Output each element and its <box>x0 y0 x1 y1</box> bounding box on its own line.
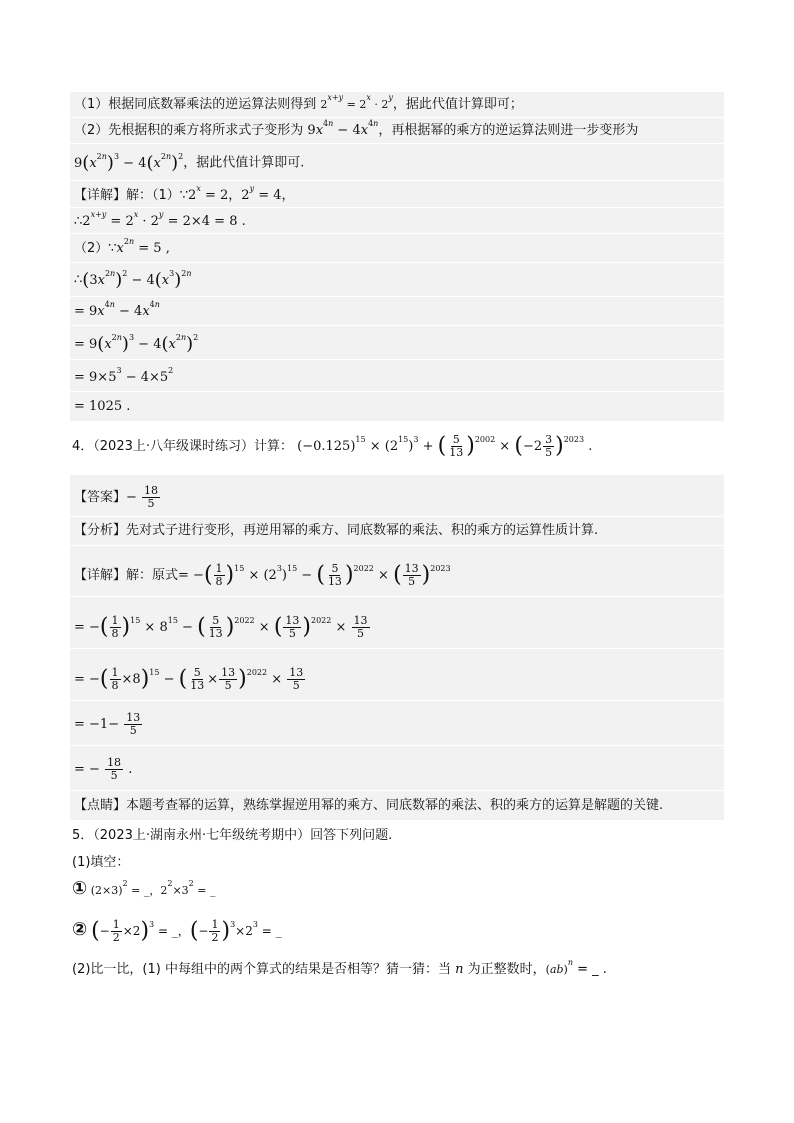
answer-line: 【答案】− $\frac{18}{5}$ <box>74 484 159 510</box>
detail-line-1: 【详解】解：$(1)\because 2^x = 2$，$2^y = 4$， <box>74 184 295 203</box>
detail-line-2: $\therefore 2^{x+y} = 2^x \cdot 2^y = 2\times 4 = 8$ . <box>74 210 246 229</box>
q5-part-1: (1)填空： <box>72 855 130 870</box>
detail-q4-line-1: 【详解】解：原式= −( $\frac{1}{8}$ )$^{15} \times (2^3)^{15}$ − ( $\frac{5}{13}$ )$^{2022}$ × ( $\frac{13}{5}$ )$^{2023}$ <box>74 562 451 588</box>
q5-item-2: ② (− $\frac{1}{2}$ ×2)$^3$ = _，(− $\frac{1}{2}$ )$^3\times 2^3$ = _ <box>72 918 282 944</box>
detail-q4-line-5: = − $\frac{18}{5}$ . <box>74 756 133 782</box>
analysis-line-3: $9(x^{2n})^3 - 4(x^{2n})^2$，据此代值计算即可. <box>74 151 305 173</box>
analysis-line-2: （2）先根据积的乘方将所求式子变形为 $9x^{4n} - 4x^{4n}$，再根据幂的乘方的逆运算法则进一步变形为 <box>74 119 639 138</box>
detail-line-3: $(2)\because x^{2n} = 5$ , <box>74 237 170 256</box>
detail-q4-line-4: = −1− $\frac{13}{5}$ <box>74 711 141 737</box>
analysis-line-1: （1）根据同底数幂乘法的逆运算法则得到 $2^{x+y} = 2^x \cdot 2^y$，据此代值计算即可； <box>74 93 523 112</box>
q5-item-1: ① $(2\times 3)^2$ = _，$2^2\times 3^2$ = _ <box>72 878 216 899</box>
detail-line-6: = $9(x^{2n})^3 - 4(x^{2n})^2$ <box>74 332 199 354</box>
question-4: 4．（2023上·八年级课时练习）计算： $(-0.125)^{15} \times (2^{15})^3$ + ( $\frac{5}{13}$ )$^{2002}$ × (−2 $\frac{3}{5}$ )$^{2023}$ . <box>72 433 593 459</box>
detail-line-5: = $9x^{4n} - 4x^{4n}$ <box>74 300 160 319</box>
detail-q4-line-2: = −( $\frac{1}{8}$ )$^{15} \times 8^{15}$ − ( $\frac{5}{13}$ )$^{2022}$ × ( $\frac{13}{5}$ )$^{2022}$ × $\frac{13}{5}$ <box>74 614 368 640</box>
detail-line-7: = $9\times 5^3 - 4\times 5^2$ <box>74 366 174 385</box>
q5-part-2: (2)比一比，(1) 中每组中的两个算式的结果是否相等？猜一猜：当 n 为正整数时，(ab)$^n$ = _ . <box>72 958 607 977</box>
comment-line: 【点睛】本题考查幂的运算，熟练掌握逆用幂的乘方、同底数幂的乘法、积的乘方的运算是解题的关键. <box>74 798 664 813</box>
detail-line-4: $\therefore(3x^{2n})^2 - 4(x^3)^{2n}$ <box>74 268 192 290</box>
detail-line-8: = 1025 . <box>74 399 131 414</box>
detail-q4-line-3: = −( $\frac{1}{8}$ ×8)$^{15}$ − ( $\frac{5}{13}$ × $\frac{13}{5}$ )$^{2022}$ × $\frac{13}{5}$ <box>74 666 304 692</box>
question-5: 5．（2023上·湖南永州·七年级统考期中）回答下列问题. <box>72 828 393 843</box>
analysis-line-q4: 【分析】先对式子进行变形，再逆用幂的乘方、同底数幂的乘法、积的乘方的运算性质计算. <box>74 523 599 538</box>
